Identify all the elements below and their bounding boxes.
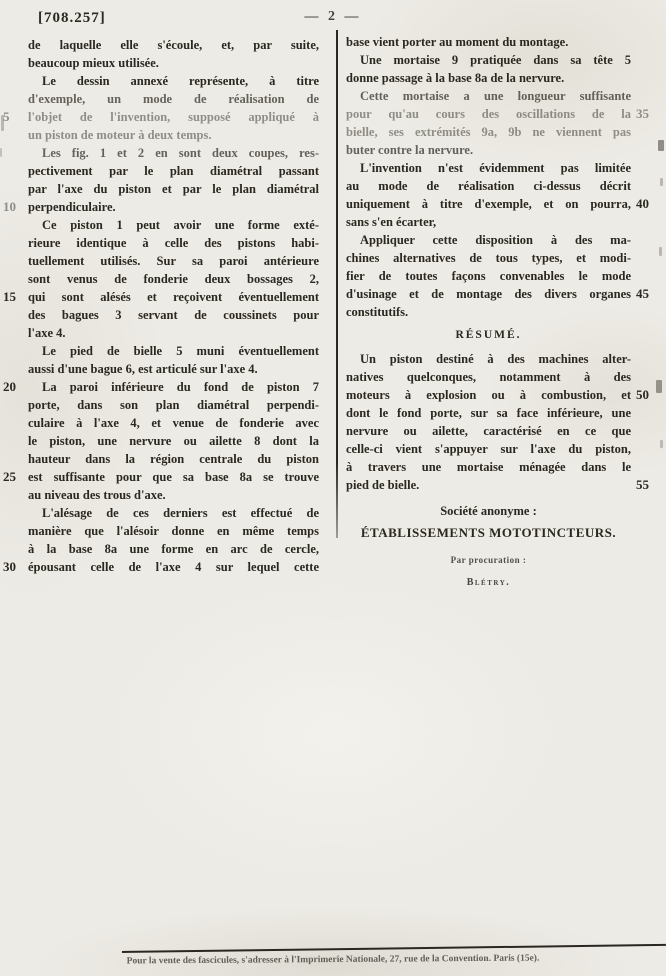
- scan-artifact: [660, 178, 663, 186]
- text-line: [28, 234, 319, 252]
- line-text: base vient porter au moment du montage.: [346, 35, 569, 49]
- text-line: [28, 342, 319, 360]
- text-line: [346, 458, 631, 476]
- scan-artifact: [658, 140, 664, 151]
- margin-line-number: 25: [3, 469, 16, 484]
- scan-artifact: [656, 380, 662, 393]
- line-text: L'invention n'est évidemment pas limitée: [360, 161, 631, 175]
- signature-signatory-name: Blétry.: [466, 577, 511, 588]
- line-text: bielle, ses extrémités 9a, 9b ne viennent pas: [346, 125, 631, 139]
- line-text: chines alternatives de tous types, et modi-: [346, 251, 631, 265]
- line-text: dont le fond porte, sur sa face inférieure, une: [346, 406, 631, 420]
- line-text: épousant celle de l'axe 4 sur lequel cette: [28, 560, 319, 574]
- margin-line-number: 50: [636, 387, 649, 402]
- line-text: rieure identique à celle des pistons habi-: [28, 236, 319, 250]
- line-text: au mode de réalisation ci-dessus décrit: [346, 179, 631, 193]
- text-line: [346, 213, 631, 231]
- text-line: [3, 108, 319, 126]
- line-text: Le pied de bielle 5 muni éventuellement: [42, 344, 319, 358]
- line-text: qui sont alésés et reçoivent éventuellement: [28, 290, 319, 304]
- line-text: d'usinage et de montage des divers organes: [346, 287, 631, 301]
- signature-company-name: ÉTABLISSEMENTS MOTOTINCTEURS.: [360, 525, 617, 540]
- footer-rule: [122, 944, 666, 953]
- line-text: Les fig. 1 et 2 en sont deux coupes, res-: [42, 146, 319, 160]
- line-text: Cette mortaise a une longueur suffisante: [360, 89, 631, 103]
- line-text: tuellement utilisés. Sur sa paroi antérieure: [28, 254, 319, 268]
- text-line: [28, 180, 319, 198]
- text-line: [346, 285, 649, 303]
- signature-block: [346, 502, 631, 592]
- margin-line-number: 20: [3, 379, 16, 394]
- line-text: Le dessin annexé représente, à titre: [42, 74, 319, 88]
- text-line: [346, 368, 631, 386]
- text-line: [346, 123, 631, 141]
- line-text: La paroi inférieure du fond de piston 7: [42, 380, 319, 394]
- margin-line-number: 10: [3, 199, 16, 214]
- line-text: des bagues 3 servant de coussinets pour: [28, 308, 319, 322]
- text-line: [346, 141, 631, 159]
- scan-artifact: [660, 440, 663, 448]
- scan-artifact: [659, 247, 662, 256]
- text-line: [346, 231, 631, 249]
- text-line: [346, 87, 631, 105]
- line-text: de laquelle elle s'écoule, et, par suite,: [28, 38, 319, 52]
- line-text: l'axe 4.: [28, 326, 66, 340]
- signature-procuration-label: Par procuration :: [450, 555, 527, 565]
- scan-artifact: [0, 148, 2, 157]
- text-line: [3, 558, 319, 576]
- line-text: Appliquer cette disposition à des ma-: [360, 233, 631, 247]
- margin-line-number: 30: [3, 559, 16, 574]
- line-text: Ce piston 1 peut avoir une forme exté-: [42, 218, 319, 232]
- line-text: un piston de moteur à deux temps.: [28, 128, 212, 142]
- text-line: [28, 54, 319, 72]
- line-text: au niveau des trous d'axe.: [28, 488, 166, 502]
- line-text: uniquement à titre d'exemple, et on pourra,: [346, 197, 631, 211]
- line-text: pectivement par le plan diamétral passant: [28, 164, 319, 178]
- line-text: sont venus de fonderie deux bossages 2,: [28, 272, 319, 286]
- line-text: par l'axe du piston et par le plan diamétral: [28, 182, 319, 196]
- text-line: [346, 404, 631, 422]
- text-line: [346, 105, 649, 123]
- line-text: hauteur dans la région centrale du piston: [28, 452, 319, 466]
- text-line: [3, 468, 319, 486]
- text-line: [28, 522, 319, 540]
- text-line: [28, 252, 319, 270]
- text-line: [3, 288, 319, 306]
- line-text: d'exemple, un mode de réalisation de: [28, 92, 319, 106]
- margin-line-number: 5: [3, 109, 10, 124]
- text-line: [28, 162, 319, 180]
- text-line: [346, 440, 631, 458]
- text-line: [346, 303, 631, 321]
- text-line: [28, 396, 319, 414]
- line-text: celle-ci vient s'appuyer sur l'axe du piston,: [346, 442, 631, 456]
- text-line: [28, 90, 319, 108]
- text-line: [346, 69, 631, 87]
- right-column-lines: [346, 33, 649, 494]
- text-line: [346, 177, 631, 195]
- line-text: natives quelconques, notamment à des: [346, 370, 631, 384]
- margin-line-number: 55: [636, 477, 649, 492]
- line-text: pour qu'au cours des oscillations de la: [346, 107, 631, 121]
- text-line: [28, 486, 319, 504]
- margin-line-number: 45: [636, 286, 649, 301]
- line-text: perpendiculaire.: [28, 200, 116, 214]
- text-line: [28, 540, 319, 558]
- line-text: donne passage à la base 8a de la nervure.: [346, 71, 565, 85]
- line-text: manière que l'alésoir donne en même temps: [28, 524, 319, 538]
- text-line: [346, 422, 631, 440]
- line-text: constitutifs.: [346, 305, 409, 319]
- line-text: Une mortaise 9 pratiquée dans sa tête 5: [360, 53, 631, 67]
- margin-line-number: 35: [636, 106, 649, 121]
- text-line: [3, 378, 319, 396]
- text-line: [346, 350, 631, 368]
- line-text: moteurs à explosion ou à combustion, et: [346, 388, 631, 402]
- text-line: [28, 450, 319, 468]
- line-text: sans s'en écarter,: [346, 215, 437, 229]
- text-line: [346, 33, 631, 51]
- line-text: RÉSUMÉ.: [455, 329, 522, 341]
- signature-company-type: Société anonyme :: [440, 504, 537, 518]
- text-line: [28, 432, 319, 450]
- line-text: le piston, une nervure ou ailette 8 dont la: [28, 434, 319, 448]
- text-line: [346, 195, 649, 213]
- text-line: [28, 504, 319, 522]
- line-text: L'alésage de ces derniers est effectué de: [42, 506, 319, 520]
- text-line: [28, 270, 319, 288]
- text-line: [28, 306, 319, 324]
- text-line: [346, 267, 631, 285]
- line-text: nervure ou ailette, caractérisé en ce que: [346, 424, 631, 438]
- text-line: [28, 414, 319, 432]
- line-text: pied de bielle.: [346, 478, 420, 492]
- left-text-column: [3, 36, 319, 576]
- line-text: à travers une mortaise ménagée dans le: [346, 460, 631, 474]
- line-text: fier de toutes façons convenables le mode: [346, 269, 631, 283]
- text-line: [28, 72, 319, 90]
- text-line: [28, 324, 319, 342]
- text-line: [28, 360, 319, 378]
- text-line: [346, 386, 649, 404]
- text-line: [346, 159, 631, 177]
- line-text: l'objet de l'invention, supposé appliqué à: [28, 110, 319, 124]
- margin-line-number: 15: [3, 289, 16, 304]
- line-text: buter contre la nervure.: [346, 143, 474, 157]
- line-text: est suffisante pour que sa base 8a se trouve: [28, 470, 319, 484]
- scan-artifact: [1, 115, 4, 131]
- line-text: culaire à l'axe 4, et venue de fonderie avec: [28, 416, 319, 430]
- right-text-column: [346, 33, 649, 592]
- page-number: — 2 —: [304, 9, 362, 24]
- line-text: Un piston destiné à des machines alter-: [360, 352, 631, 366]
- text-line: [28, 36, 319, 54]
- margin-line-number: 40: [636, 196, 649, 211]
- text-line: [28, 144, 319, 162]
- text-line: [3, 198, 319, 216]
- text-line: [28, 216, 319, 234]
- line-text: à la base 8a une forme en arc de cercle,: [28, 542, 319, 556]
- text-line: [28, 126, 319, 144]
- text-line: [346, 51, 631, 69]
- footer-imprint-notice: Pour la vente des fascicules, s'adresser à l'Imprimerie Nationale, 27, rue de la Convention. Paris (15e).: [126, 953, 540, 967]
- page-reference-number: [708.257]: [38, 10, 106, 26]
- resume-heading: [346, 321, 631, 350]
- text-line: [346, 249, 631, 267]
- column-divider-rule: [336, 30, 338, 538]
- line-text: beaucoup mieux utilisée.: [28, 56, 159, 70]
- text-line: [346, 476, 649, 494]
- line-text: aussi d'une bague 6, est articulé sur l'axe 4.: [28, 362, 258, 376]
- line-text: porte, dans son plan diamétral perpendi-: [28, 398, 319, 412]
